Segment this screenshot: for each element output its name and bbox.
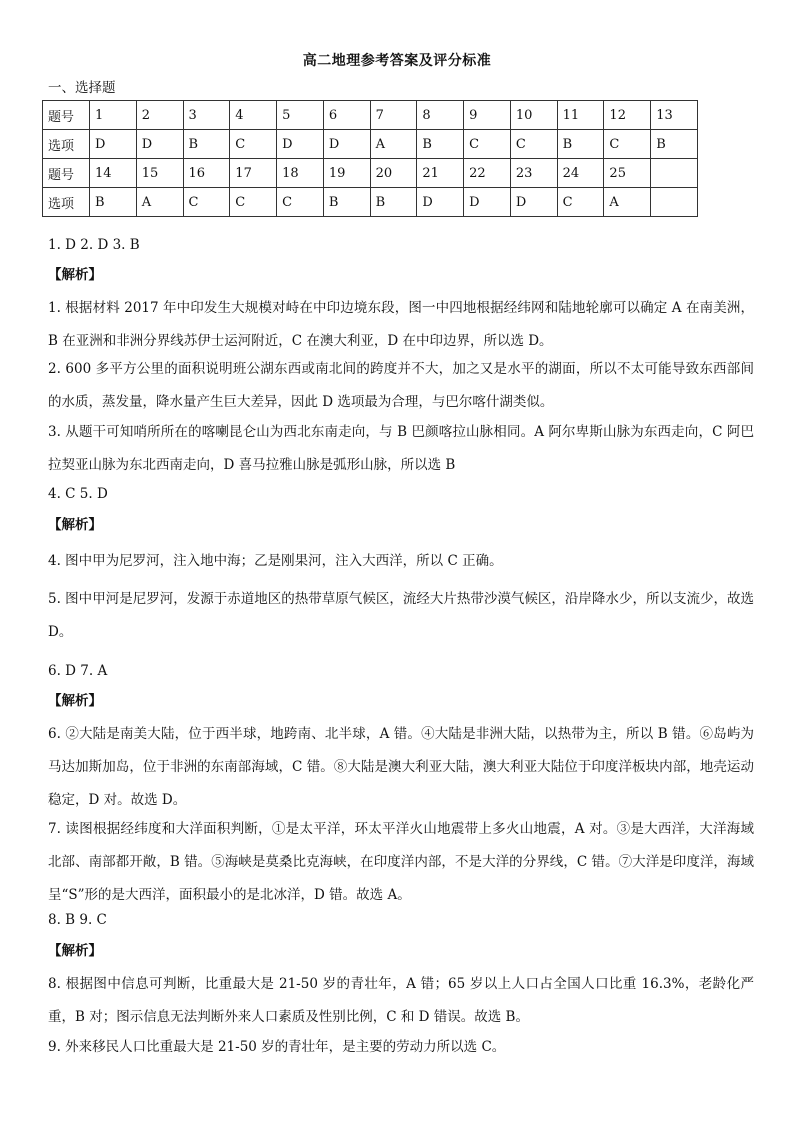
analysis-label: 【解析】 <box>48 693 102 709</box>
table-cell: 16 <box>183 159 230 188</box>
table-cell: C <box>510 130 557 159</box>
table-cell: 20 <box>370 159 417 188</box>
explanation-paragraph-2: 2. 600 多平方公里的面积说明班公湖东西或南北间的跨度并不大，加之又是水平的湖面，所以不太可能导致东西部间的水质，蒸发量，降水量产生巨大差异，因此 D 选项最为合理，与巴尔喀什湖类似。 <box>48 361 754 410</box>
table-cell: A <box>370 130 417 159</box>
table-cell: 24 <box>557 159 604 188</box>
table-cell: B <box>417 130 464 159</box>
row-label: 选项 <box>43 188 90 217</box>
explanation-paragraph-9: 9. 外来移民人口比重最大是 21-50 岁的青壮年，是主要的劳动力所以选 C。 <box>48 1039 506 1055</box>
row-label: 题号 <box>43 159 90 188</box>
row-label: 选项 <box>43 130 90 159</box>
table-cell: 17 <box>230 159 277 188</box>
table-cell: B <box>183 130 230 159</box>
table-cell: 6 <box>323 101 370 130</box>
table-cell: B <box>370 188 417 217</box>
explanation-paragraph-6: 6. ②大陆是南美大陆，位于西半球，地跨南、北半球，A 错。④大陆是非洲大陆，以热带为主，所以 B 错。⑥岛屿为马达加斯加岛，位于非洲的东南部海域，C 错。⑧大陆是澳大利亚大陆，澳大利亚大陆位于印度洋板块内部，地壳运动稳定，D 对。故选 D。 <box>48 726 754 808</box>
answer-line-4-5: 4. C 5. D <box>48 486 108 502</box>
table-cell: 4 <box>230 101 277 130</box>
table-cell: 14 <box>90 159 137 188</box>
explanation-paragraph-1: 1. 根据材料 2017 年中印发生大规模对峙在中印边境东段，图一中四地根据经纬网和陆地轮廓可以确定 A 在南美洲，B 在亚洲和非洲分界线苏伊士运河附近，C 在澳大利亚，D 在中印边界，所以选 D。 <box>48 300 754 349</box>
section-heading: 一、选择题 <box>48 80 116 96</box>
table-cell: D <box>417 188 464 217</box>
table-cell: B <box>323 188 370 217</box>
table-cell: C <box>183 188 230 217</box>
table-cell: 23 <box>510 159 557 188</box>
explanation-paragraph-5: 5. 图中甲河是尼罗河，发源于赤道地区的热带草原气候区，流经大片热带沙漠气候区，沿岸降水少，所以支流少，故选 D。 <box>48 591 754 640</box>
table-cell: 15 <box>136 159 183 188</box>
table-cell: D <box>136 130 183 159</box>
row-label: 题号 <box>43 101 90 130</box>
answer-line-6-7: 6. D 7. A <box>48 663 108 679</box>
table-cell: D <box>464 188 511 217</box>
table-cell: B <box>557 130 604 159</box>
table-cell: D <box>277 130 324 159</box>
table-cell: C <box>557 188 604 217</box>
table-cell: B <box>651 130 698 159</box>
document-title: 高二地理参考答案及评分标准 <box>302 53 492 69</box>
table-cell: D <box>90 130 137 159</box>
table-cell: 19 <box>323 159 370 188</box>
table-cell: D <box>323 130 370 159</box>
table-cell: 13 <box>651 101 698 130</box>
table-cell: C <box>277 188 324 217</box>
table-cell: 10 <box>510 101 557 130</box>
answer-table-row <box>43 101 698 130</box>
table-cell: D <box>510 188 557 217</box>
answer-table-row <box>43 188 698 217</box>
explanation-paragraph-7: 7. 读图根据经纬度和大洋面积判断，①是太平洋，环太平洋火山地震带上多火山地震，A 对。③是大西洋，大洋海域北部、南部都开敞，B 错。⑤海峡是莫桑比克海峡，在印度洋内部，不是大洋的分界线，C 错。⑦大洋是印度洋，海域呈“S”形的是大西洋，面积最小的是北冰洋，D 错。故选 A。 <box>48 821 754 903</box>
analysis-label: 【解析】 <box>48 943 102 959</box>
table-cell: 12 <box>604 101 651 130</box>
explanation-paragraph-3: 3. 从题干可知哨所所在的喀喇昆仑山为西北东南走向，与 B 巴颜喀拉山脉相同。A 阿尔卑斯山脉为东西走向，C 阿巴拉契亚山脉为东北西南走向，D 喜马拉雅山脉是弧形山脉，所以选 B <box>48 424 754 473</box>
explanation-paragraph-4: 4. 图中甲为尼罗河，注入地中海；乙是刚果河，注入大西洋，所以 C 正确。 <box>48 553 503 569</box>
table-cell: 9 <box>464 101 511 130</box>
table-cell: 21 <box>417 159 464 188</box>
table-cell: C <box>230 130 277 159</box>
table-cell: A <box>604 188 651 217</box>
analysis-label: 【解析】 <box>48 267 102 283</box>
table-cell: C <box>464 130 511 159</box>
answer-line-1-3: 1. D 2. D 3. B <box>48 237 140 253</box>
table-cell: 3 <box>183 101 230 130</box>
table-cell: A <box>136 188 183 217</box>
answer-table-row <box>43 130 698 159</box>
table-cell: 22 <box>464 159 511 188</box>
table-cell <box>651 159 698 188</box>
table-cell: 11 <box>557 101 604 130</box>
table-cell: 2 <box>136 101 183 130</box>
table-cell: 18 <box>277 159 324 188</box>
explanation-paragraph-8: 8. 根据图中信息可判断，比重最大是 21-50 岁的青壮年，A 错；65 岁以上人口占全国人口比重 16.3%，老龄化严重，B 对；图示信息无法判断外来人口素质及性别比例，C 和 D 错误。故选 B。 <box>48 976 754 1025</box>
answer-line-8-9: 8. B 9. C <box>48 912 107 928</box>
table-cell: 25 <box>604 159 651 188</box>
table-cell: C <box>230 188 277 217</box>
table-cell: C <box>604 130 651 159</box>
answer-table <box>42 100 698 217</box>
table-cell: B <box>90 188 137 217</box>
table-cell: 8 <box>417 101 464 130</box>
table-cell: 7 <box>370 101 417 130</box>
table-cell <box>651 188 698 217</box>
answer-table-body <box>43 101 698 217</box>
table-cell: 1 <box>90 101 137 130</box>
answer-table-row <box>43 159 698 188</box>
analysis-label: 【解析】 <box>48 517 102 533</box>
table-cell: 5 <box>277 101 324 130</box>
